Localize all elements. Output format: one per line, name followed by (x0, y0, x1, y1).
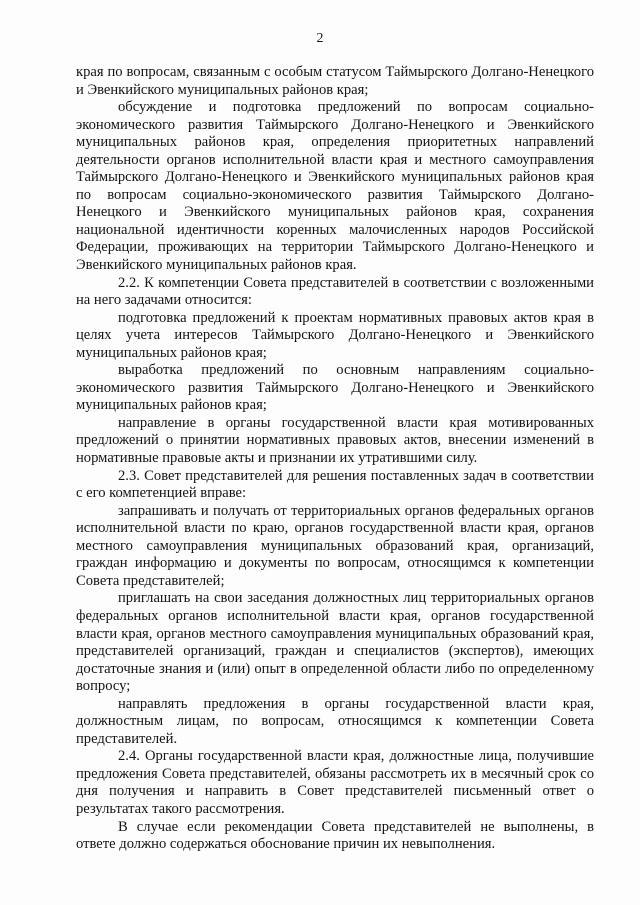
paragraph-2-4-obligations: 2.4. Органы государственной власти края, должностные лица, получившие предложения Совета представителей, обязаны рассмотреть их в месячный срок со дня получения и направить в Совет представителей письменный ответ о результатах такого рассмотрения. (76, 748, 594, 817)
paragraph-development-proposals: выработка предложений по основным направлениям социально-экономического развития Таймырского Долгано-Ненецкого и Эвенкийского муниципальных районов края; (76, 362, 594, 414)
paragraph-1-continuation: края по вопросам, связанным с особым статусом Таймырского Долгано-Ненецкого и Эвенкийского муниципальных районов края; (76, 64, 594, 98)
document-body (76, 64, 594, 854)
page-number: 2 (316, 31, 324, 46)
paragraph-motivated-proposals: направление в органы государственной власти края мотивированных предложений о принятии нормативных правовых актов, внесении изменений в нормативные правовые акты и признании их утратившими силу. (76, 414, 594, 467)
paragraph-discussion-proposals: обсуждение и подготовка предложений по вопросам социально-экономического развития Таймырского Долгано-Ненецкого и Эвенкийского муниципальных районов края, определения приоритетных направлений деятельности органов исполнительной власти края и местного самоуправления Таймырского Долгано-Ненецкого и Эвенкийского муниципальных районов края по вопросам социально-экономического развития Таймырского Долгано-Ненецкого и Эвенкийского муниципальных районов края, сохранения национальной идентичности коренных малочисленных народов Российской Федерации, проживающих на территории Таймырского Долгано-Ненецкого и Эвенкийского муниципальных районов края. (76, 99, 594, 274)
paragraph-non-fulfillment: В случае если рекомендации Совета представителей не выполнены, в ответе должно содержаться обоснование причин их невыполнения. (76, 818, 594, 853)
paragraph-invite-officials: приглашать на свои заседания должностных лиц территориальных органов федеральных органов исполнительной власти края, органов государственной власти края, органов местного самоуправления муниципальных образований края, представителей организаций, граждан и специалистов (экспертов), имеющих достаточные знания и (или) опыт в определенной области либо по определенному вопросу; (76, 590, 594, 695)
paragraph-2-2-competence: 2.2. К компетенции Совета представителей в соответствии с возложенными на него задачами относится: (76, 274, 594, 309)
paragraph-send-proposals: направлять предложения в органы государственной власти края, должностным лицам, по вопросам, относящимся к компетенции Совета представителей. (76, 695, 594, 747)
paragraph-2-3-rights: 2.3. Совет представителей для решения поставленных задач в соответствии с его компетенцией вправе: (76, 467, 594, 502)
paragraph-draft-proposals: подготовка предложений к проектам нормативных правовых актов края в целях учета интересов Таймырского Долгано-Ненецкого и Эвенкийского муниципальных районов края; (76, 309, 594, 361)
paragraph-request-information: запрашивать и получать от территориальных органов федеральных органов исполнительной власти по краю, органов государственной власти края, органов местного самоуправления муниципальных образований края, организаций, граждан информацию и документы по вопросам, относящимся к компетенции Совета представителей; (76, 502, 594, 589)
